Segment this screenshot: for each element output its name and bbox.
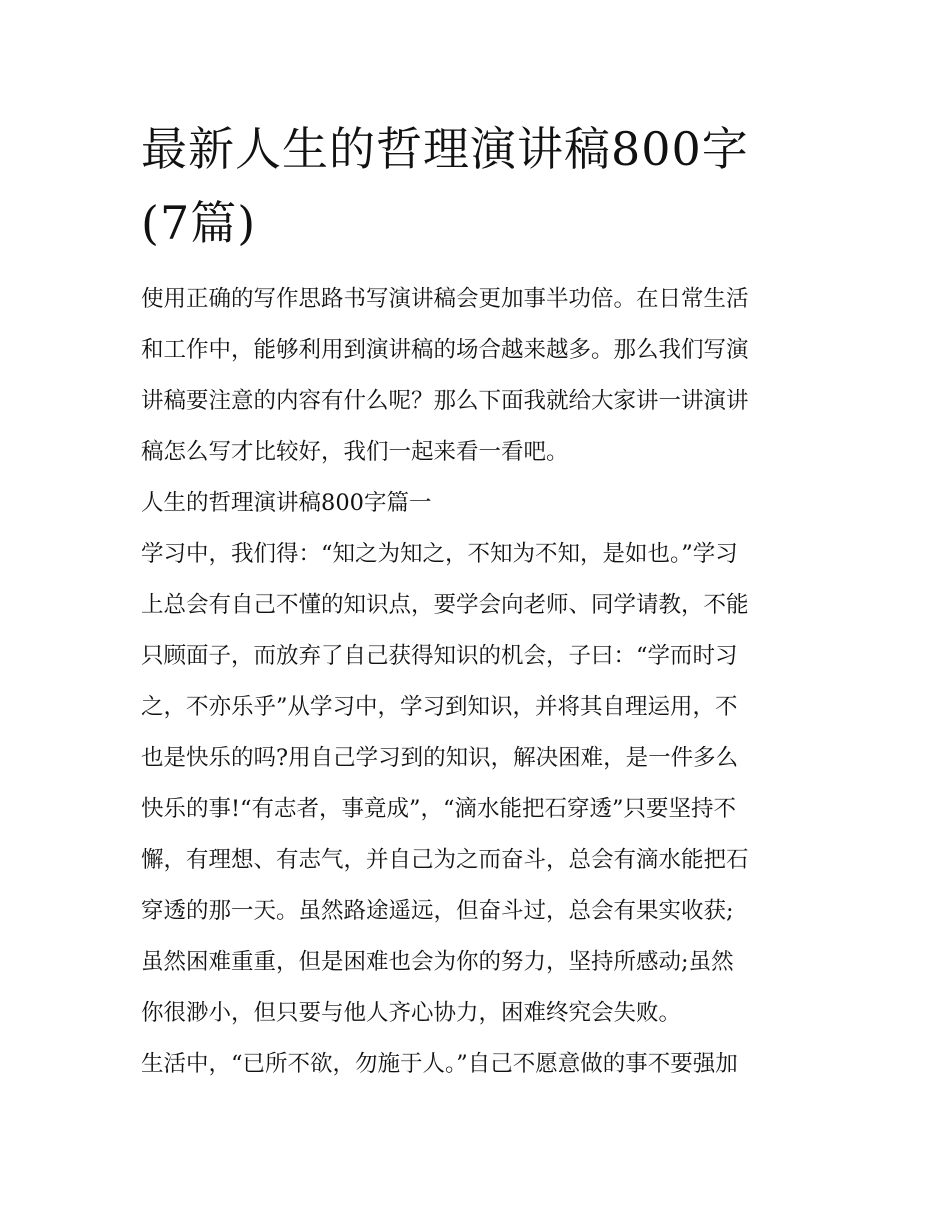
text-line: 虽然困难重重，但是困难也会为你的努力，坚持所感动;虽然 [141, 949, 734, 975]
text-line: 稿怎么写才比较好，我们一起来看一看吧。 [141, 439, 569, 465]
section-heading: 人生的哲理演讲稿800字篇一 [141, 490, 432, 516]
document-title [141, 112, 813, 260]
text-line: 也是快乐的吗?用自己学习到的知识，解决困难，是一件多么 [141, 745, 739, 771]
title-line: (7篇) [141, 196, 257, 250]
text-line: 之，不亦乐乎”从学习中，学习到知识，并将其自理运用，不 [141, 694, 738, 720]
body-paragraph-1 [141, 529, 813, 1039]
text-line: 你很渺小，但只要与他人齐心协力，困难终究会失败。 [141, 1000, 682, 1026]
text-line: 快乐的事!“有志者，事竟成”，“滴水能把石穿透”只要坚持不 [141, 796, 737, 822]
text-line: 生活中，“已所不欲，勿施于人。”自己不愿意做的事不要强加 [141, 1051, 738, 1077]
intro-paragraph [141, 274, 813, 478]
text-line: 和工作中，能够利用到演讲稿的场合越来越多。那么我们写演 [141, 337, 749, 363]
body-paragraph-2 [141, 1039, 813, 1090]
title-line: 最新人生的哲理演讲稿800字 [141, 122, 749, 176]
text-line: 穿透的那一天。虽然路途遥远，但奋斗过，总会有果实收获; [141, 898, 734, 924]
text-line: 只顾面子，而放弃了自己获得知识的机会，子曰：“学而时习 [141, 643, 738, 669]
text-line: 讲稿要注意的内容有什么呢？那么下面我就给大家讲一讲演讲 [141, 388, 749, 414]
text-line: 使用正确的写作思路书写演讲稿会更加事半功倍。在日常生活 [141, 286, 749, 312]
text-line: 懈，有理想、有志气，并自己为之而奋斗，总会有滴水能把石 [141, 847, 749, 873]
text-line: 学习中，我们得：“知之为知之，不知为不知，是如也。”学习 [141, 541, 738, 567]
document-page [141, 112, 813, 1090]
text-line: 上总会有自己不懂的知识点，要学会向老师、同学请教，不能 [141, 592, 749, 618]
